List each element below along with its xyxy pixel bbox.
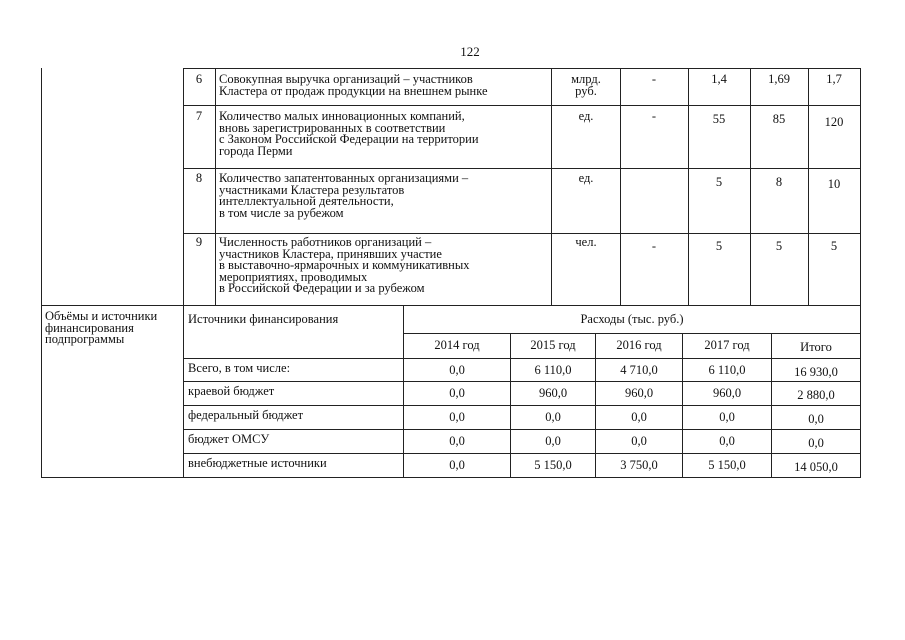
grid-line bbox=[183, 381, 861, 382]
row-number: 7 bbox=[195, 109, 203, 123]
funding-value: 0,0 bbox=[449, 458, 465, 472]
indicator-unit: млрд. руб. bbox=[571, 72, 601, 98]
grid-line bbox=[403, 333, 861, 334]
sources-header: Источники финансирования bbox=[188, 312, 339, 326]
funding-value: 0,0 bbox=[719, 410, 735, 424]
grid-line bbox=[183, 453, 861, 454]
funding-value: 3 750,0 bbox=[620, 458, 658, 472]
grid-line bbox=[215, 68, 216, 305]
indicator-value: 5 bbox=[830, 239, 838, 253]
indicator-value: 1,69 bbox=[768, 72, 790, 86]
funding-value: 5 150,0 bbox=[708, 458, 746, 472]
indicator-value: 1,7 bbox=[826, 72, 842, 86]
indicator-value: - bbox=[651, 109, 657, 123]
indicator-name: Численность работников организаций – участников Кластера, принявших участие в выставочно-ярмарочных и коммуникативных мероприятиях, проводимых в Российской Федерации и за рубежом bbox=[219, 235, 470, 295]
grid-line bbox=[183, 68, 861, 69]
indicator-value: 8 bbox=[775, 175, 783, 189]
indicator-unit: ед. bbox=[578, 109, 594, 123]
funding-value: 0,0 bbox=[449, 410, 465, 424]
funding-value: 0,0 bbox=[545, 410, 561, 424]
grid-line bbox=[688, 68, 689, 305]
grid-line bbox=[41, 477, 861, 478]
funding-value: 960,0 bbox=[712, 386, 742, 400]
funding-value: 0,0 bbox=[808, 412, 824, 426]
year-header: 2016 год bbox=[616, 338, 662, 352]
grid-line bbox=[860, 68, 861, 478]
funding-value: 2 880,0 bbox=[797, 388, 835, 402]
funding-value: 0,0 bbox=[449, 434, 465, 448]
funding-value: 0,0 bbox=[808, 436, 824, 450]
year-header: 2014 год bbox=[434, 338, 480, 352]
indicator-value: 1,4 bbox=[711, 72, 727, 86]
year-header: Итого bbox=[800, 340, 832, 354]
year-header: 2015 год bbox=[530, 338, 576, 352]
indicator-unit: чел. bbox=[575, 235, 597, 249]
funding-value: 960,0 bbox=[624, 386, 654, 400]
grid-line bbox=[183, 68, 184, 478]
funding-value: 5 150,0 bbox=[534, 458, 572, 472]
funding-row-label: внебюджетные источники bbox=[188, 456, 327, 470]
funding-value: 6 110,0 bbox=[708, 363, 746, 377]
funding-row-label: краевой бюджет bbox=[188, 384, 275, 398]
grid-line bbox=[750, 68, 751, 305]
indicator-name: Количество запатентованных организациями – участниками Кластера результатов интеллектуальной деятельности, в том числе за рубежом bbox=[219, 171, 469, 220]
grid-line bbox=[41, 68, 42, 478]
grid-line bbox=[183, 168, 861, 169]
funding-value: 0,0 bbox=[719, 434, 735, 448]
funding-section-label: Объёмы и источники финансирования подпрограммы bbox=[45, 309, 158, 346]
indicator-value: 85 bbox=[772, 112, 786, 126]
grid-line bbox=[183, 233, 861, 234]
grid-line bbox=[551, 68, 552, 305]
page-number: 122 bbox=[460, 44, 480, 59]
funding-value: 0,0 bbox=[449, 386, 465, 400]
funding-value: 960,0 bbox=[538, 386, 568, 400]
row-number: 8 bbox=[195, 171, 203, 185]
funding-value: 0,0 bbox=[631, 410, 647, 424]
indicator-value: 5 bbox=[715, 239, 723, 253]
year-header: 2017 год bbox=[704, 338, 750, 352]
funding-value: 14 050,0 bbox=[794, 460, 838, 474]
grid-line bbox=[183, 429, 861, 430]
funding-row-label: федеральный бюджет bbox=[188, 408, 304, 422]
funding-value: 0,0 bbox=[545, 434, 561, 448]
funding-value: 6 110,0 bbox=[534, 363, 572, 377]
funding-value: 0,0 bbox=[631, 434, 647, 448]
grid-line bbox=[808, 68, 809, 305]
funding-value: 0,0 bbox=[449, 363, 465, 377]
indicator-value: 10 bbox=[827, 177, 841, 191]
row-number: 6 bbox=[195, 72, 203, 86]
indicator-value: 5 bbox=[775, 239, 783, 253]
expenses-header: Расходы (тыс. руб.) bbox=[580, 312, 684, 326]
indicator-value: - bbox=[651, 239, 657, 253]
indicator-value: - bbox=[651, 72, 657, 86]
funding-row-label: Всего, в том числе: bbox=[188, 361, 291, 375]
indicator-value: 55 bbox=[712, 112, 726, 126]
row-number: 9 bbox=[195, 235, 203, 249]
grid-line bbox=[183, 105, 861, 106]
funding-value: 16 930,0 bbox=[794, 365, 838, 379]
funding-value: 4 710,0 bbox=[620, 363, 658, 377]
grid-line bbox=[620, 68, 621, 305]
indicator-value: 120 bbox=[824, 115, 844, 129]
grid-line bbox=[183, 358, 861, 359]
indicator-name: Совокупная выручка организаций – участников Кластера от продаж продукции на внешнем рынке bbox=[219, 72, 488, 98]
indicator-value: 5 bbox=[715, 175, 723, 189]
indicator-unit: ед. bbox=[578, 171, 594, 185]
indicator-name: Количество малых инновационных компаний, вновь зарегистрированных в соответствии с Законом Российской Федерации на территории города Перми bbox=[219, 109, 479, 158]
grid-line bbox=[41, 305, 861, 306]
grid-line bbox=[183, 405, 861, 406]
funding-row-label: бюджет ОМСУ bbox=[188, 432, 270, 446]
